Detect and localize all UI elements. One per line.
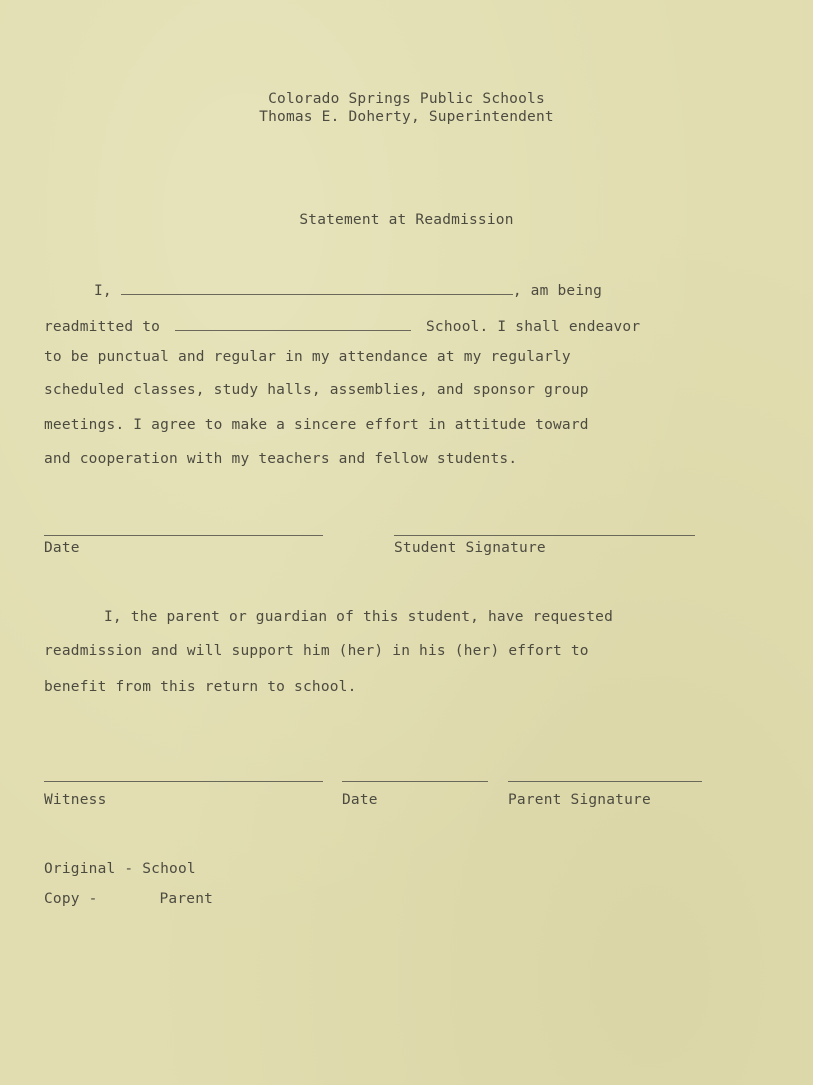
- date-label: Date: [44, 540, 80, 556]
- statement-line-2-end: School. I shall endeavor: [425, 319, 641, 335]
- student-statement-line-6: and cooperation with my teachers and fellow students.: [44, 451, 518, 467]
- student-statement-line-1: [94, 280, 602, 299]
- statement-readmitted-to: readmitted to: [44, 319, 161, 335]
- form-title: Statement at Readmission: [299, 212, 514, 228]
- student-signature-line[interactable]: [394, 535, 695, 536]
- school-district-name: Colorado Springs Public Schools: [268, 91, 545, 107]
- parent-date-label: Date: [342, 792, 378, 808]
- student-statement-line-3: to be punctual and regular in my attendance at my regularly: [44, 349, 571, 365]
- school-name-field[interactable]: [175, 316, 411, 331]
- statement-pronoun: I,: [94, 283, 112, 299]
- distribution-copy-label: Copy -: [44, 891, 98, 907]
- student-statement-line-4: scheduled classes, study halls, assemblies, and sponsor group: [44, 382, 589, 398]
- parent-date-line[interactable]: [342, 781, 488, 782]
- superintendent-name: Thomas E. Doherty, Superintendent: [259, 109, 554, 125]
- student-name-field[interactable]: [121, 280, 513, 295]
- witness-signature-line[interactable]: [44, 781, 323, 782]
- parent-statement-line-3: benefit from this return to school.: [44, 679, 357, 695]
- parent-signature-line[interactable]: [508, 781, 702, 782]
- date-signature-line[interactable]: [44, 535, 323, 536]
- parent-statement-line-1: I, the parent or guardian of this student, have requested: [104, 609, 613, 625]
- student-statement-line-5: meetings. I agree to make a sincere effort in attitude toward: [44, 417, 589, 433]
- parent-signature-label: Parent Signature: [508, 792, 651, 808]
- statement-line-1-end: , am being: [512, 283, 603, 299]
- student-statement-line-2: [44, 316, 640, 335]
- parent-statement-line-2: readmission and will support him (her) in his (her) effort to: [44, 643, 589, 659]
- student-signature-label: Student Signature: [394, 540, 546, 556]
- distribution-original: Original - School: [44, 861, 196, 877]
- witness-label: Witness: [44, 792, 107, 808]
- distribution-copy: [44, 891, 213, 907]
- distribution-copy-value: Parent: [159, 891, 214, 907]
